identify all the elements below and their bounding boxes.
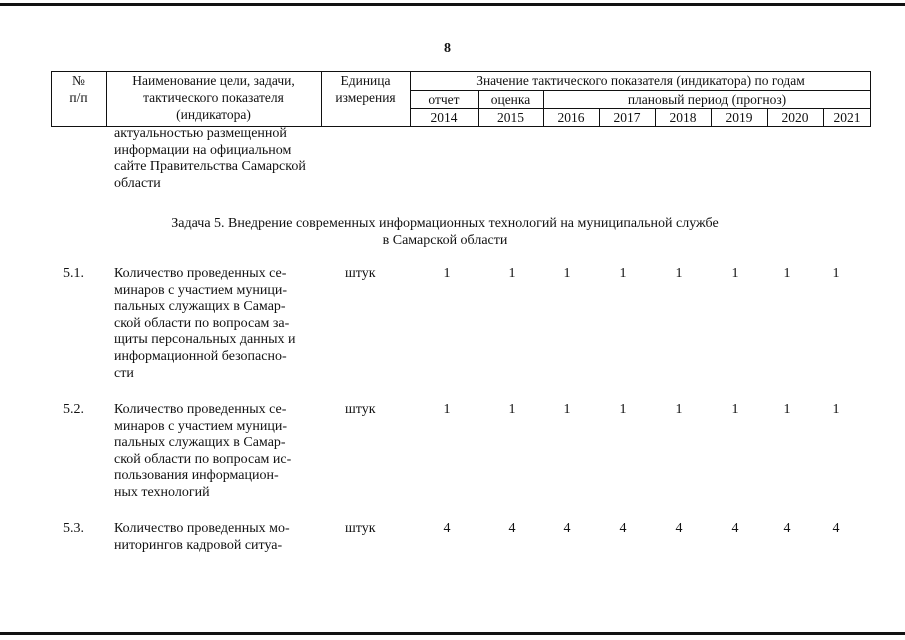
indicator-name: Количество проведенных се- минаров с участием муници- пальных служащих в Самар- ской области по вопросам за- щиты персональных данных и информационной безопасно- сти [114,266,296,381]
header-year: 2017 [613,110,641,125]
value-cell: 1 [508,402,516,417]
value-cell: 4 [675,521,683,536]
header-unit: Единица [340,73,391,88]
header-report: отчет [428,92,460,107]
header-name: тактического показателя [143,90,284,105]
header-top-line [51,71,871,72]
header-values-title: Значение тактического показателя (индикатора) по годам [476,73,805,88]
row-code: 5.2. [63,402,84,417]
value-cell: 1 [783,266,791,281]
top-rule [0,3,905,6]
header-year: 2018 [669,110,697,125]
header-years-line [410,90,871,91]
task-heading: Задача 5. Внедрение современных информационных технологий на муниципальной службе [171,216,719,231]
value-cell: 4 [508,521,516,536]
value-cell: 1 [443,266,451,281]
row-code: 5.1. [63,266,84,281]
header-year: 2015 [497,110,524,125]
value-cell: 1 [832,266,840,281]
header-year: 2020 [781,110,809,125]
value-cell: 4 [783,521,791,536]
header-year: 2016 [557,110,585,125]
continued-indicator-name: актуальностью размещенной информации на официальном сайте Правительства Самарской области [114,126,306,191]
table-header [51,71,871,127]
header-name: Наименование цели, задачи, [132,73,295,88]
value-cell: 1 [619,402,627,417]
value-cell: 4 [731,521,739,536]
value-cell: 1 [731,402,739,417]
value-cell: 1 [619,266,627,281]
header-no: № [72,73,85,88]
header-plan-period: плановый период (прогноз) [627,92,787,107]
page-number: 8 [444,41,451,56]
value-cell: 4 [443,521,451,536]
value-cell: 1 [563,402,571,417]
value-cell: 1 [731,266,739,281]
value-cell: 1 [508,266,516,281]
bottom-rule [0,632,905,635]
header-no-sub: п/п [69,90,88,105]
value-cell: 1 [675,266,683,281]
value-cell: 4 [619,521,627,536]
unit-cell: штук [345,402,376,417]
row-code: 5.3. [63,521,84,536]
indicator-name: Количество проведенных мо- ниторингов кадровой ситуа- [114,521,290,553]
header-name: (индикатора) [176,107,251,122]
header-period-line [410,108,871,109]
unit-cell: штук [345,266,376,281]
indicator-name: Количество проведенных се- минаров с участием муници- пальных служащих в Самар- ской области по вопросам ис- пользования информацион- ных технологий [114,402,292,500]
value-cell: 1 [832,402,840,417]
header-year: 2021 [833,110,861,125]
task-heading-cont: в Самарской области [382,233,508,248]
value-cell: 1 [783,402,791,417]
header-estimate: оценка [490,92,531,107]
header-year: 2019 [725,110,753,125]
unit-cell: штук [345,521,376,536]
value-cell: 4 [832,521,840,536]
header-unit: измерения [335,90,396,105]
value-cell: 1 [563,266,571,281]
header-year: 2014 [430,110,458,125]
value-cell: 1 [443,402,451,417]
value-cell: 4 [563,521,571,536]
value-cell: 1 [675,402,683,417]
